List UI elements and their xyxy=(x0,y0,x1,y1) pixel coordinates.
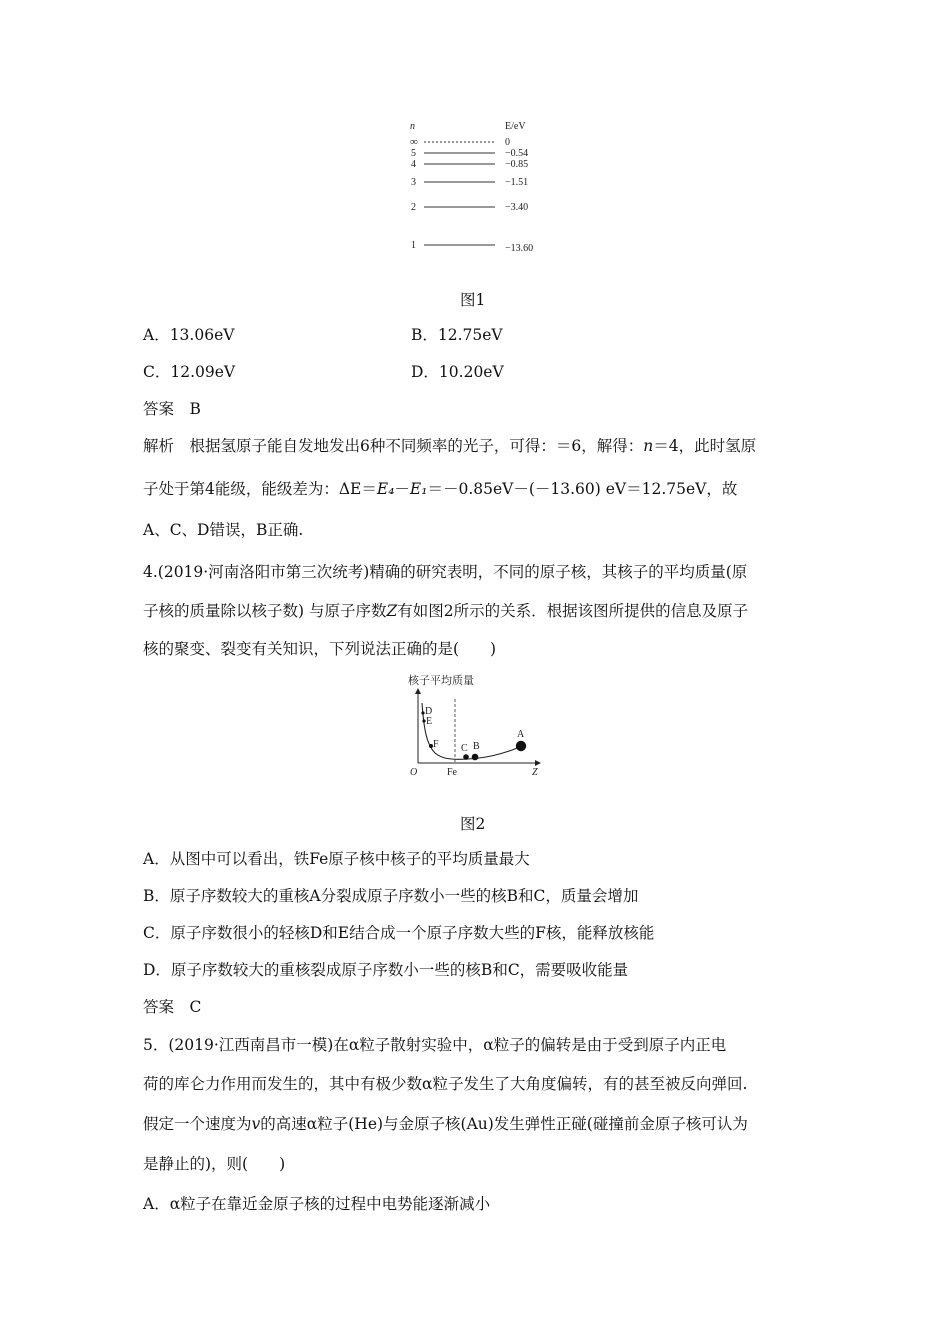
q3-explanation-line-1 xyxy=(143,435,756,457)
level-energy-5: −0.54 xyxy=(505,148,529,159)
q5-stem-line-1: 5．(2019·江西南昌市一模)在α粒子散射实验中，α粒子的偏转是由于受到原子内正电 xyxy=(143,1036,727,1054)
q3-exp-1n: n xyxy=(643,437,654,455)
energy-level-diagram xyxy=(400,118,560,260)
label-a: A xyxy=(517,729,525,740)
level-energy-1: −13.60 xyxy=(505,243,534,254)
level-label-inf: ∞ xyxy=(410,136,418,148)
origin-label: O xyxy=(410,767,418,778)
q5-stem-3v: v xyxy=(251,1115,261,1133)
label-b: B xyxy=(473,741,480,752)
q4-stem-line-1: 4.(2019·河南洛阳市第三次统考)精确的研究表明，不同的原子核，其核子的平均质量(原 xyxy=(143,563,748,581)
level-label-4: 4 xyxy=(411,159,416,170)
point-a xyxy=(516,741,526,751)
q3-option-b: B．12.75eV xyxy=(411,326,503,344)
q5-stem-3b: 的高速α粒子(He)与金原子核(Au)发生弹性正碰(碰撞前金原子核可认为 xyxy=(260,1115,748,1133)
level-energy-2: −3.40 xyxy=(505,202,529,213)
q3-answer: 答案 B xyxy=(143,400,201,418)
q5-stem-line-4: 是静止的)，则( ) xyxy=(143,1155,286,1173)
q5-stem-3a: 假定一个速度为 xyxy=(143,1115,252,1133)
level-energy-inf: 0 xyxy=(505,137,510,148)
q3-explanation-line-3: A、C、D错误，B正确. xyxy=(143,521,304,539)
q4-stem-2z: Z xyxy=(386,602,398,620)
q3-option-a: A．13.06eV xyxy=(143,326,235,344)
q4-answer: 答案 C xyxy=(143,998,202,1016)
nucleon-mass-graph xyxy=(400,673,550,783)
q4-option-b: B．原子序数较大的重核A分裂成原子序数小一些的核B和C，质量会增加 xyxy=(143,887,639,905)
q4-option-d: D．原子序数较大的重核裂成原子序数小一些的核B和C，需要吸收能量 xyxy=(143,961,629,979)
energy-axis-header: E/eV xyxy=(505,121,526,132)
label-c: C xyxy=(461,743,468,754)
label-e: E xyxy=(426,716,433,727)
level-energy-4: −0.85 xyxy=(505,159,529,170)
label-f: F xyxy=(433,739,439,750)
z-axis-label: Z xyxy=(532,767,538,778)
q3-exp-2e1: E₁ xyxy=(409,480,428,498)
q3-exp-2e4: E₄ xyxy=(376,480,395,498)
figure-1-caption: 图1 xyxy=(460,291,486,309)
mass-curve xyxy=(422,703,520,759)
level-label-3: 3 xyxy=(411,177,416,188)
q3-explanation-line-2 xyxy=(143,478,737,500)
q3-exp-2b: ＝－0.85eV－(－13.60) eV＝12.75eV，故 xyxy=(427,480,738,498)
n-axis-header: n xyxy=(410,121,415,132)
q4-stem-line-2 xyxy=(143,600,748,622)
q4-option-c: C．原子序数很小的轻核D和E结合成一个原子序数大些的F核，能释放核能 xyxy=(143,924,655,942)
level-label-1: 1 xyxy=(411,240,416,251)
q3-exp-2a: 子处于第4能级，能级差为：ΔE＝ xyxy=(143,480,377,498)
label-d: D xyxy=(425,706,433,717)
q3-exp-1a: 解析 根据氢原子能自发地发出6种不同频率的光子，可得：＝6，解得： xyxy=(143,437,644,455)
q3-option-d: D．10.20eV xyxy=(411,363,504,381)
figure-2-caption: 图2 xyxy=(460,815,486,833)
fe-label: Fe xyxy=(447,767,457,778)
level-energy-3: −1.51 xyxy=(505,177,529,188)
q4-stem-line-3: 核的聚变、裂变有关知识，下列说法正确的是( ) xyxy=(143,640,497,658)
q3-option-c: C．12.09eV xyxy=(143,363,236,381)
q5-stem-line-3 xyxy=(143,1113,748,1135)
level-label-5: 5 xyxy=(411,148,416,159)
q4-stem-2a: 子核的质量除以核子数) 与原子序数 xyxy=(143,602,387,620)
level-label-2: 2 xyxy=(411,202,416,213)
point-c xyxy=(463,754,469,760)
q5-stem-line-2: 荷的库仑力作用而发生的，其中有极少数α粒子发生了大角度偏转，有的甚至被反向弹回. xyxy=(143,1075,748,1093)
q3-exp-1b: ＝4，此时氢原 xyxy=(653,437,757,455)
q3-exp-2mid: － xyxy=(394,480,410,498)
point-b xyxy=(472,754,479,761)
y-axis-label: 核子平均质量 xyxy=(408,674,474,687)
q4-option-a: A．从图中可以看出，铁Fe原子核中核子的平均质量最大 xyxy=(143,850,530,868)
q5-option-a: A．α粒子在靠近金原子核的过程中电势能逐渐减小 xyxy=(143,1195,491,1213)
q4-stem-2b: 有如图2所示的关系．根据该图所提供的信息及原子 xyxy=(397,602,749,620)
